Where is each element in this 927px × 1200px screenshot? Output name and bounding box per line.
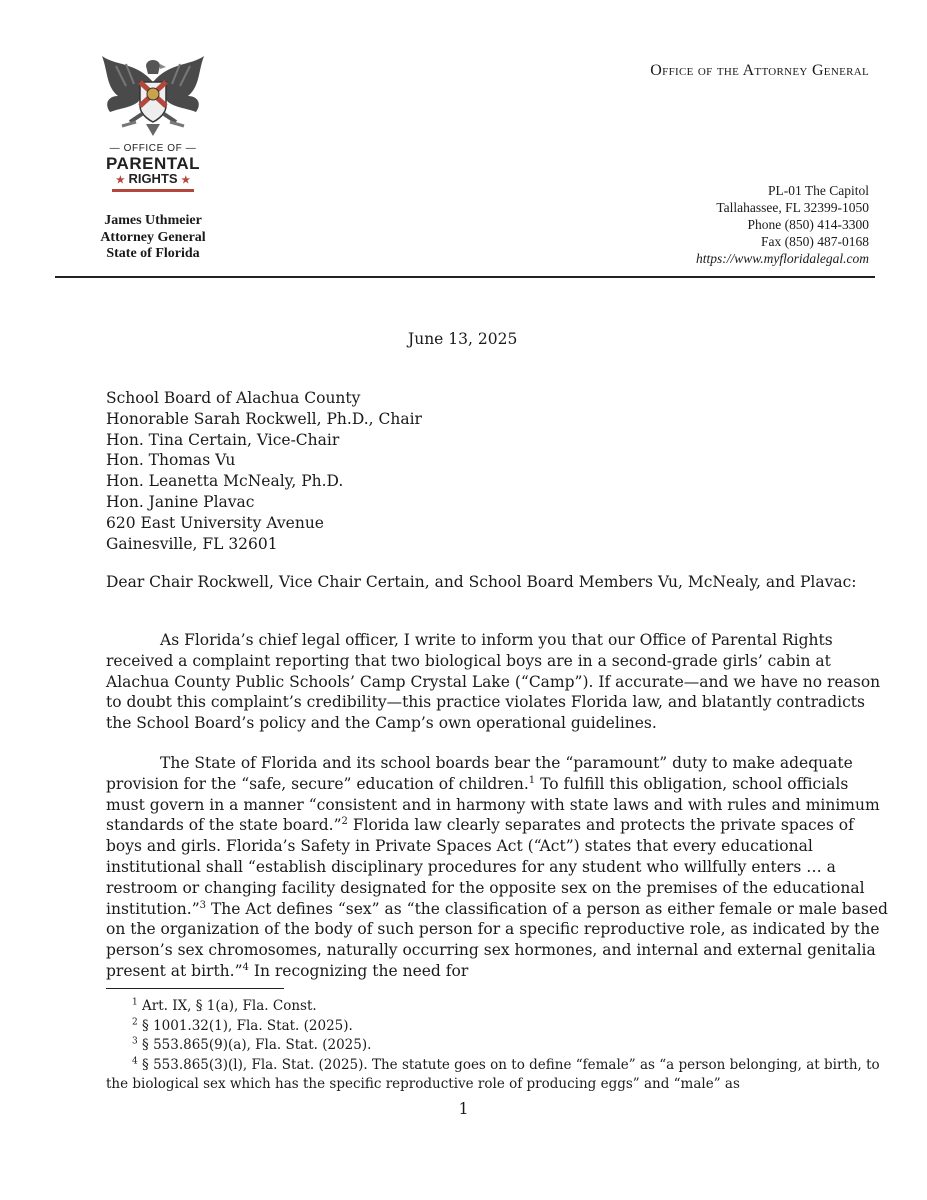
address-phone: Phone (850) 414-3300 bbox=[747, 217, 869, 232]
letter-date: June 13, 2025 bbox=[408, 330, 518, 348]
paragraph-2 bbox=[106, 753, 888, 982]
logo-office-of: — OFFICE OF — bbox=[109, 143, 197, 154]
footnote-number: 1 bbox=[132, 997, 138, 1008]
star-icon: ★ bbox=[115, 175, 125, 186]
recipient-line: Hon. Janine Plavac bbox=[106, 492, 255, 511]
sender-state: State of Florida bbox=[106, 246, 200, 261]
recipient-line: Gainesville, FL 32601 bbox=[106, 534, 278, 553]
sender-name: James Uthmeier bbox=[104, 213, 202, 228]
recipient-block bbox=[106, 388, 422, 554]
footnote bbox=[106, 1017, 888, 1037]
header-divider bbox=[55, 276, 875, 278]
recipient-line: Honorable Sarah Rockwell, Ph.D., Chair bbox=[106, 409, 422, 428]
footnote bbox=[106, 1056, 888, 1095]
footnote-text: Art. IX, § 1(a), Fla. Const. bbox=[137, 998, 317, 1014]
recipient-line: 620 East University Avenue bbox=[106, 513, 324, 532]
footnote-number: 2 bbox=[132, 1017, 138, 1027]
address-line1: PL-01 The Capitol bbox=[768, 183, 869, 198]
star-icon: ★ bbox=[181, 175, 191, 186]
footnote-text: § 1001.32(1), Fla. Stat. (2025). bbox=[137, 1017, 353, 1034]
footnote-ref[interactable]: 1 bbox=[528, 774, 536, 786]
recipient-line: Hon. Tina Certain, Vice-Chair bbox=[106, 430, 340, 449]
eagle-seal-icon bbox=[96, 52, 210, 152]
office-title: Office of the Attorney General bbox=[650, 62, 869, 79]
recipient-line: Hon. Leanetta McNealy, Ph.D. bbox=[106, 472, 344, 491]
paragraph-1: As Florida’s chief legal officer, I write to inform you that our Office of Parental Rights received a complaint reporting that two biological boys are in a second-grade girls’ cabin at Alachua County Public Schools’ Camp Crystal Lake (“Camp”). If accurate—and we have no reason to doubt this complaint’s credibility—this practice violates Florida law, and blatantly contradicts the School Board’s policy and the Camp’s own operational guidelines. bbox=[106, 631, 881, 733]
page-number: 1 bbox=[458, 1100, 469, 1118]
footnote-ref[interactable]: 4 bbox=[242, 961, 249, 973]
paragraph-2-text: Florida law clearly separates and protects the private spaces of boys and girls. Florida’s Safety in Private Spaces Act (“Act”) states that every educational institutional shall “establish disciplinary procedures for any student who willfully enters … a restroom or changing facility designated for the opposite sex on the premises of the educational institution.” bbox=[106, 816, 865, 918]
paragraph-2-text: To fulfill this obligation, school officials must govern in a manner “consistent and in harmony with state laws and with rules and minimum standards of the state board.” bbox=[106, 774, 880, 835]
address-fax: Fax (850) 487-0168 bbox=[761, 234, 869, 249]
footnote-ref[interactable]: 2 bbox=[341, 816, 348, 828]
footnote bbox=[106, 997, 888, 1017]
address-website-link[interactable]: https://www.myfloridalegal.com bbox=[696, 251, 869, 266]
sender-block bbox=[70, 213, 236, 263]
paragraph-2-text: The State of Florida and its school boards bear the “paramount” duty to make adequate provision for the “safe, secure” education of children. bbox=[106, 754, 853, 793]
sender-title: Attorney General bbox=[100, 229, 206, 245]
address-block bbox=[696, 182, 869, 267]
logo-parental: PARENTAL bbox=[105, 154, 201, 173]
footnote-divider bbox=[106, 988, 284, 989]
salutation: Dear Chair Rockwell, Vice Chair Certain, and School Board Members Vu, McNealy, and Plavac: bbox=[106, 573, 857, 591]
recipient-line: Hon. Thomas Vu bbox=[106, 451, 236, 470]
footnote-ref[interactable]: 3 bbox=[199, 899, 207, 911]
logo-underline bbox=[112, 189, 194, 192]
logo-rights bbox=[90, 171, 216, 186]
footnotes bbox=[106, 997, 888, 1095]
paragraph-2-text: In recognizing the need for bbox=[248, 961, 469, 980]
address-line2: Tallahassee, FL 32399-1050 bbox=[716, 200, 869, 215]
recipient-line: School Board of Alachua County bbox=[106, 389, 361, 407]
footnote-text: § 553.865(3)(l), Fla. Stat. (2025). The statute goes on to define “female” as “a person belonging, at birth, to the biological sex which has the specific reproductive role of producing eggs” and “male” as bbox=[106, 1056, 880, 1092]
footnote-number: 3 bbox=[132, 1036, 138, 1047]
paragraph-2-text: The Act defines “sex” as “the classification of a person as either female or male based on the organization of the body of such person for a specific reproductive role, as indicated by the person’s sex chromosomes, naturally occurring sex hormones, and internal and external genitalia present at birth.” bbox=[106, 899, 888, 980]
footnote bbox=[106, 1036, 888, 1056]
logo-rights-text: RIGHTS bbox=[128, 171, 178, 186]
footnote-text: § 553.865(9)(a), Fla. Stat. (2025). bbox=[137, 1037, 372, 1053]
footnote-number: 4 bbox=[132, 1056, 138, 1066]
